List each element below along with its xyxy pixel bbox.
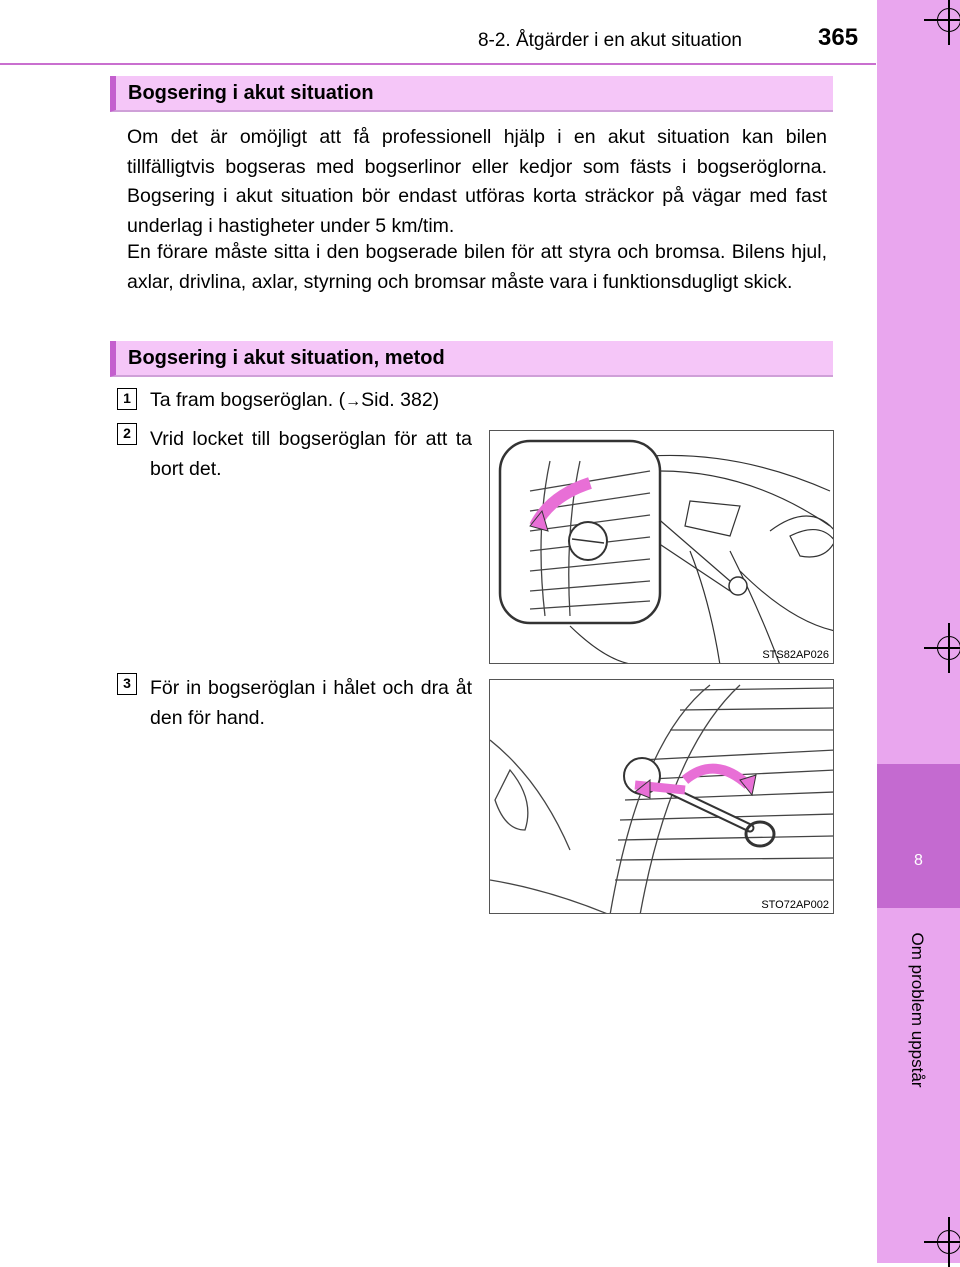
- grille-illustration-eyelet: [490, 680, 834, 914]
- crop-mark-middle: [937, 636, 960, 660]
- section-title: Bogsering i akut situation, metod: [128, 347, 445, 369]
- arrow-right-icon: →: [345, 393, 362, 410]
- section-title: Bogsering i akut situation: [128, 82, 374, 104]
- chapter-title: Om problem uppstår: [908, 932, 927, 1088]
- step-3-text: För in bogseröglan i hålet och dra åt den för hand.: [150, 677, 472, 729]
- step-number-3: 3: [117, 673, 137, 695]
- page-number: 365: [818, 24, 859, 51]
- crop-mark-bottom: [937, 1230, 960, 1254]
- figure-code: STO72AP002: [761, 899, 829, 911]
- page-reference-link[interactable]: Sid. 382: [361, 389, 433, 411]
- chapter-number-block: [877, 764, 960, 908]
- chapter-number: 8: [914, 852, 923, 869]
- crop-mark-top: [937, 8, 960, 32]
- header-rule: [0, 63, 876, 65]
- section-header-towing-method: [110, 341, 833, 377]
- figure-install-eyelet: [489, 679, 834, 914]
- paragraph-towing-intro: Om det är omöjligt att få professionell hjälp i en akut situation kan bilen tillfälligtvis bogseras med bogserlinor eller kedjor som fästs i bogseröglorna. Bogsering i akut situation bör endast utföras korta sträckor på vägar med fast underlag i hastigheter under 5 km/tim.: [127, 126, 827, 237]
- step-2-text: Vrid locket till bogseröglan för att ta bort det.: [150, 428, 472, 480]
- figure-remove-cap: [489, 430, 834, 664]
- grille-illustration-cap: [490, 431, 834, 664]
- step-number-1: 1: [117, 388, 137, 410]
- step-1-text: Ta fram bogseröglan. (→Sid. 382): [150, 389, 440, 411]
- paragraph-driver-requirement: En förare måste sitta i den bogserade bilen för att styra och bromsa. Bilens hjul, axlar, drivlina, axlar, styrning och bromsar måste vara i funktionsdugligt skick.: [127, 241, 827, 293]
- breadcrumb: 8-2. Åtgärder i en akut situation: [477, 30, 742, 51]
- section-header-emergency-towing: [110, 76, 833, 112]
- figure-code: STS82AP026: [762, 649, 829, 661]
- step-number-2: 2: [117, 423, 137, 445]
